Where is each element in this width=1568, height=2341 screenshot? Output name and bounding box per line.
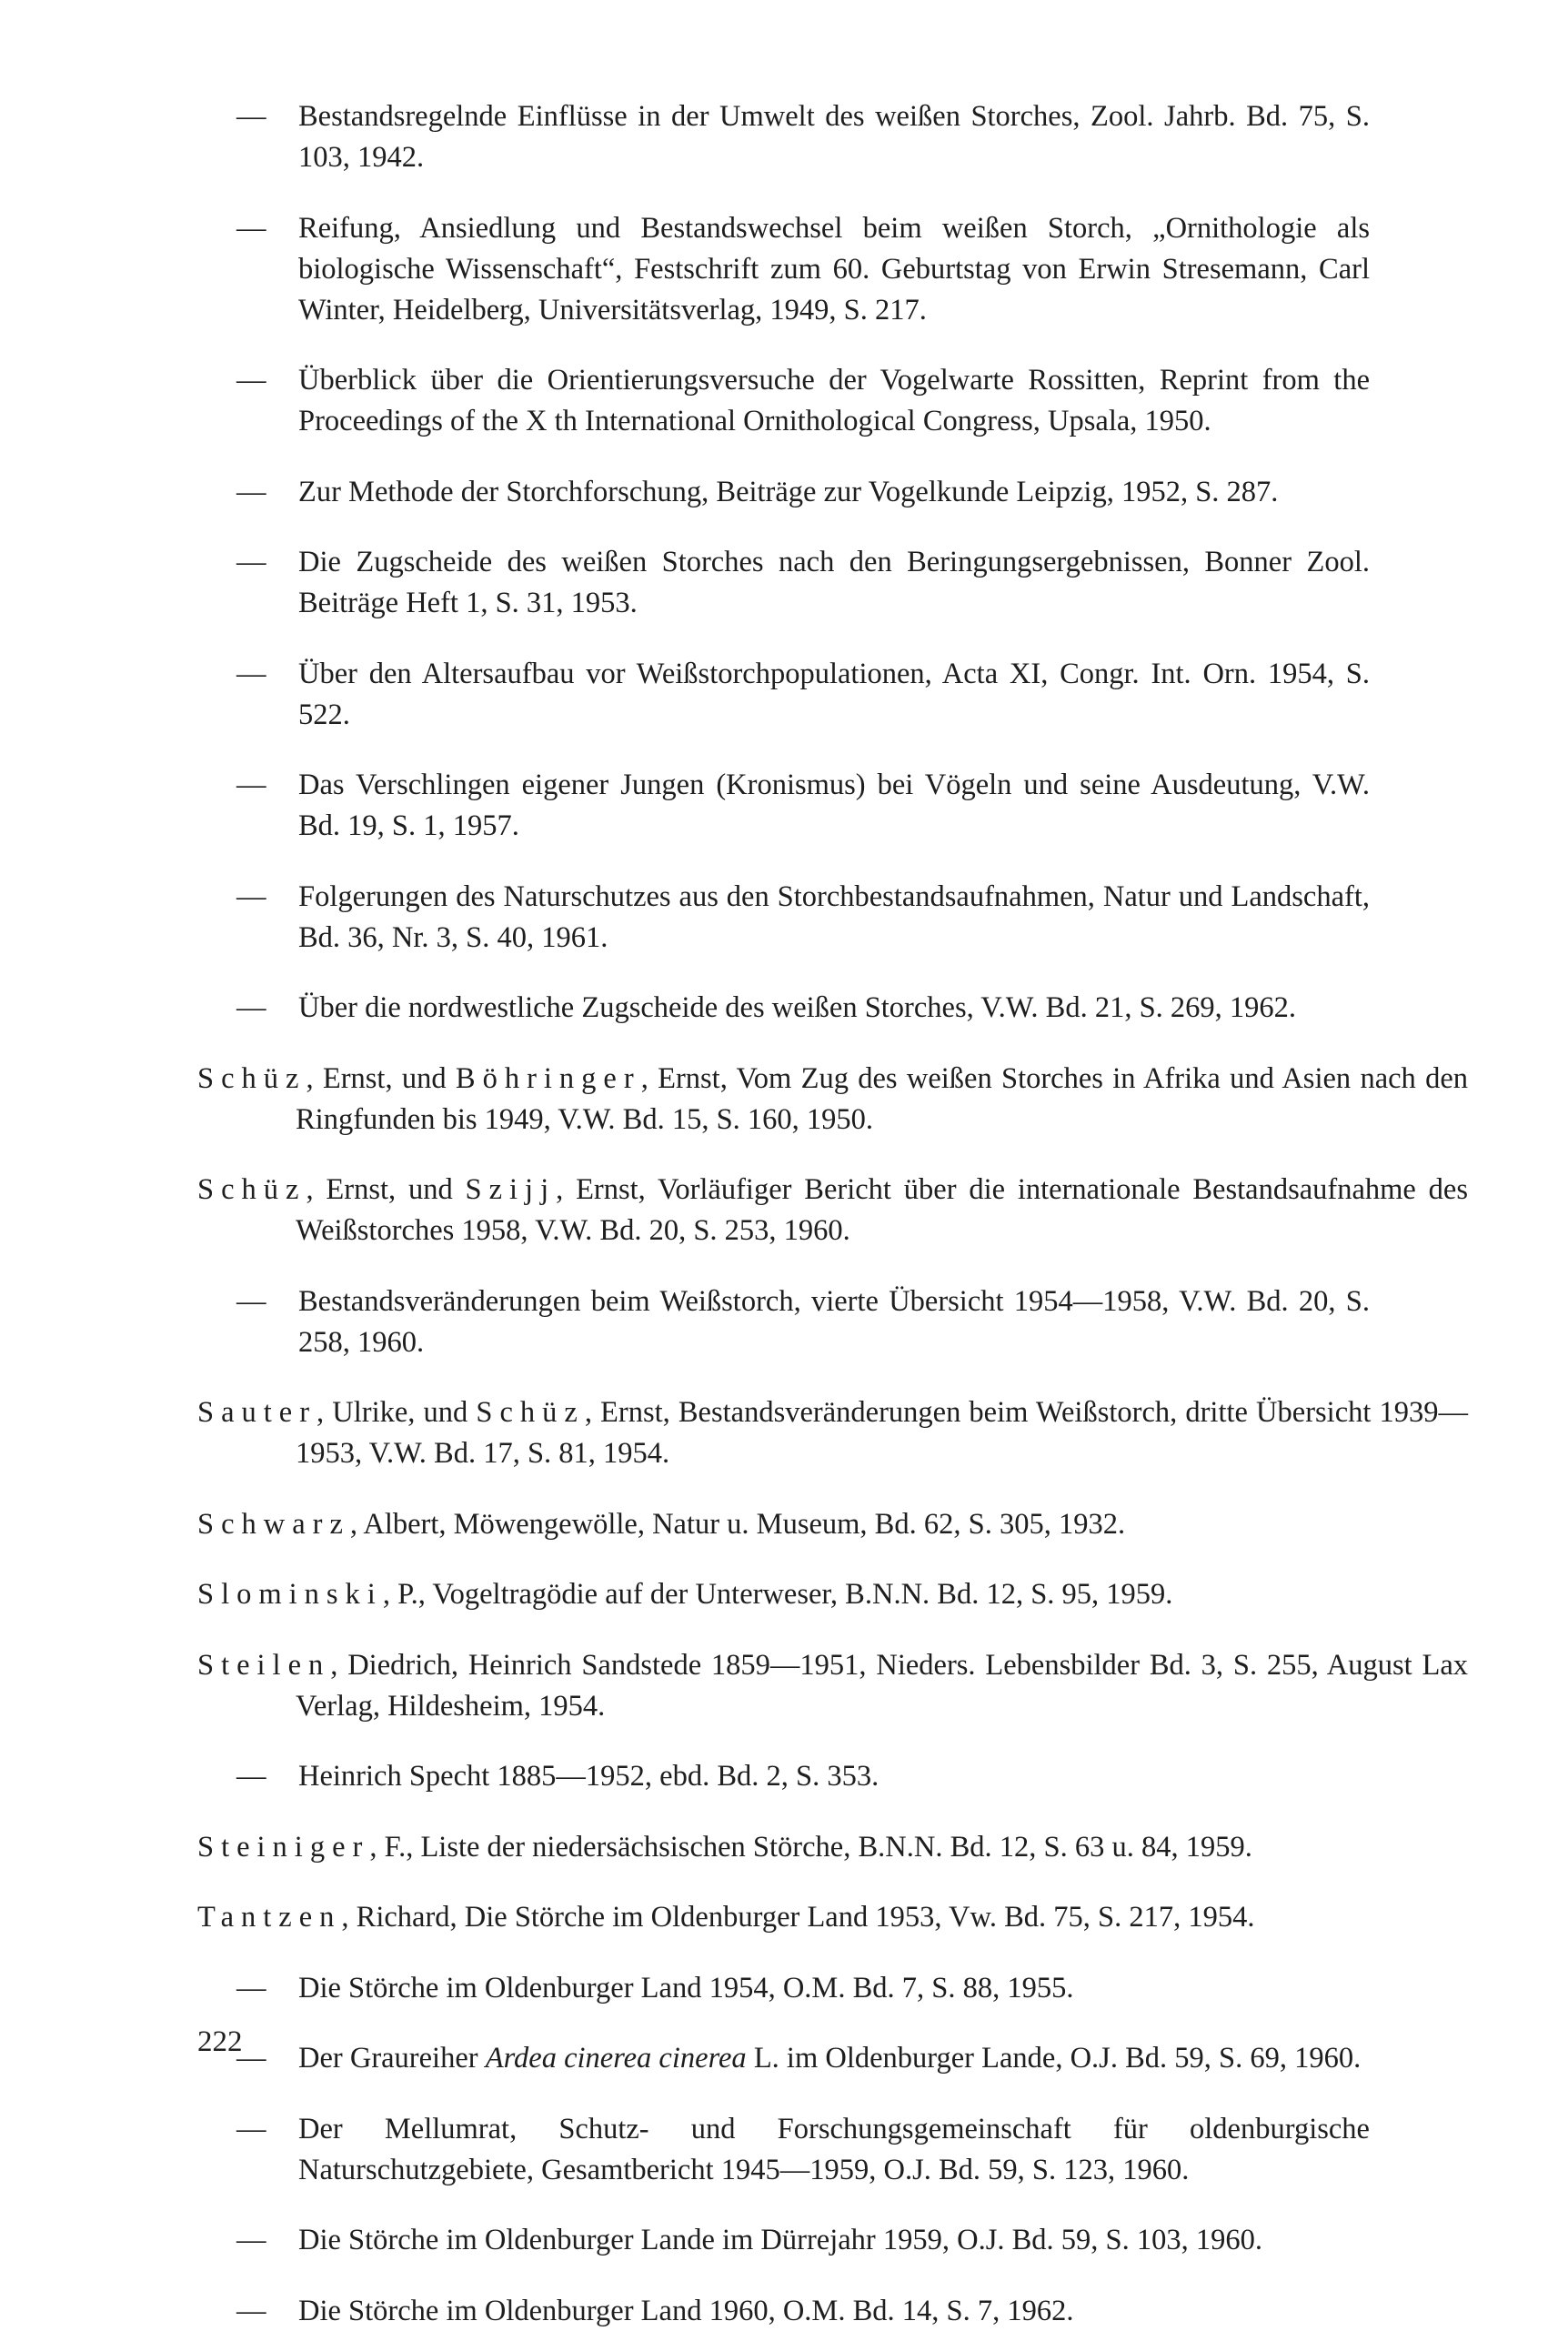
entry-text: L. im Oldenburger Lande, O.J. Bd. 59, S. 69, 1960.: [746, 2042, 1362, 2075]
repeat-author-dash: —: [236, 546, 266, 578]
author-name: Slominski: [197, 1578, 383, 1611]
repeat-author-dash: —: [236, 1971, 266, 2004]
entry-text: , Ernst, Bestandsveränderungen beim Weißstorch, dritte Übersicht 1939—1953, V.W. Bd. 17, S. 81, 1954.: [296, 1396, 1468, 1470]
entry-text: , Ernst, Vom Zug des weißen Storches in Afrika und Asien nach den Ringfunden bis 1949, V.W. Bd. 15, S. 160, 1950.: [296, 1061, 1468, 1136]
repeat-author-dash: —: [236, 364, 266, 397]
bibliography-subentry: [236, 2220, 1370, 2261]
repeat-author-dash: —: [236, 100, 266, 133]
page-number: 222: [197, 2025, 243, 2058]
bibliography-page: [0, 96, 1568, 2341]
entry-text: Bestandsregelnde Einflüsse in der Umwelt des weißen Storches, Zool. Jahrb. Bd. 75, S. 103, 1942.: [298, 100, 1370, 174]
entry-text: Die Störche im Oldenburger Land 1954, O.M. Bd. 7, S. 88, 1955.: [298, 1971, 1074, 2004]
author-name: Steilen: [197, 1648, 331, 1682]
repeat-author-dash: —: [236, 1760, 266, 1793]
author-name: Tantzen: [197, 1901, 342, 1934]
bibliography-entry: [197, 1827, 1468, 1868]
entry-text: , Ernst, und: [306, 1061, 456, 1095]
entry-text: Das Verschlingen eigener Jungen (Kronismus) bei Vögeln und seine Ausdeutung, V.W. Bd. 19, S. 1, 1957.: [298, 769, 1370, 842]
bibliography-entry: [197, 1170, 1468, 1251]
author-name: Böhringer: [455, 1061, 641, 1095]
entry-text: Zur Methode der Storchforschung, Beiträge zur Vogelkunde Leipzig, 1952, S. 287.: [298, 475, 1279, 508]
repeat-author-dash: —: [236, 2224, 266, 2256]
repeat-author-dash: —: [236, 2042, 266, 2075]
bibliography-subentry: [236, 208, 1370, 331]
repeat-author-dash: —: [236, 2294, 266, 2327]
bibliography-entry: [197, 1392, 1468, 1474]
bibliography-subentry: [236, 542, 1370, 624]
entry-text: Heinrich Specht 1885—1952, ebd. Bd. 2, S. 353.: [298, 1760, 879, 1793]
author-name: Schüz: [197, 1061, 307, 1095]
bibliography-subentry: [236, 1756, 1370, 1797]
repeat-author-dash: —: [236, 1284, 266, 1318]
author-name: Szijj: [465, 1173, 557, 1206]
bibliography-subentry: [236, 96, 1370, 178]
repeat-author-dash: —: [236, 991, 266, 1024]
entry-text: , F., Liste der niedersächsischen Störche, B.N.N. Bd. 12, S. 63 u. 84, 1959.: [369, 1830, 1252, 1864]
entry-text: , Diedrich, Heinrich Sandstede 1859—1951, Nieders. Lebensbilder Bd. 3, S. 255, August Lax Verlag, Hildesheim, 1954.: [296, 1648, 1468, 1723]
entry-text: Überblick über die Orientierungsversuche der Vogelwarte Rossitten, Reprint from the Proceedings of the X th International Ornithological Congress, Upsala, 1950.: [298, 364, 1370, 437]
entry-text: , Ernst, und: [306, 1173, 466, 1206]
entry-text: Bestandsveränderungen beim Weißstorch, vierte Übersicht 1954—1958, V.W. Bd. 20, S. 258, 1960.: [298, 1284, 1370, 1359]
entry-text: Folgerungen des Naturschutzes aus den Storchbestandsaufnahmen, Natur und Landschaft, Bd. 36, Nr. 3, S. 40, 1961.: [298, 879, 1370, 954]
repeat-author-dash: —: [236, 879, 266, 913]
entry-text: Der Mellumrat, Schutz- und Forschungsgemeinschaft für oldenburgische Naturschutzgebiete, Gesamtbericht 1945—1959, O.J. Bd. 59, S. 123, 1960.: [298, 2112, 1370, 2186]
bibliography-subentry: [236, 360, 1370, 442]
bibliography-entry: [197, 1059, 1468, 1140]
entry-text: Der Graureiher: [298, 2042, 486, 2075]
bibliography-subentry: [236, 2038, 1370, 2079]
author-name: Schüz: [197, 1173, 307, 1206]
author-name: Steiniger: [197, 1830, 370, 1864]
bibliography-subentry: [236, 2109, 1370, 2191]
bibliography-entry: [197, 1574, 1468, 1615]
author-name: Sauter: [197, 1396, 317, 1429]
bibliography-subentry: [236, 472, 1370, 513]
bibliography-entry: [197, 1897, 1468, 1938]
bibliography-subentry: [236, 2291, 1370, 2332]
author-name: Schwarz: [197, 1507, 350, 1541]
bibliography-subentry: [236, 1281, 1370, 1363]
species-name-italic: Ardea cinerea cinerea: [485, 2042, 747, 2075]
author-name: Schüz: [476, 1396, 585, 1429]
entry-text: Die Zugscheide des weißen Storches nach den Beringungsergebnissen, Bonner Zool. Beiträge Heft 1, S. 31, 1953.: [298, 546, 1370, 619]
bibliography-entry: [197, 1504, 1468, 1545]
repeat-author-dash: —: [236, 657, 266, 690]
bibliography-subentry: [236, 877, 1370, 959]
entry-text: , Albert, Möwengewölle, Natur u. Museum, Bd. 62, S. 305, 1932.: [349, 1507, 1126, 1541]
entry-text: Die Störche im Oldenburger Land 1960, O.M. Bd. 14, S. 7, 1962.: [298, 2294, 1074, 2327]
entry-text: Reifung, Ansiedlung und Bestandswechsel beim weißen Storch, „Ornithologie als biologische Wissenschaft“, Festschrift zum 60. Geburtstag von Erwin Stresemann, Carl Winter, Heidelberg, Universitätsverlag, 1949, S. 217.: [298, 211, 1370, 327]
repeat-author-dash: —: [236, 211, 266, 245]
entry-text: , P., Vogeltragödie auf der Unterweser, B.N.N. Bd. 12, S. 95, 1959.: [382, 1578, 1173, 1611]
entry-text: , Ernst, Vorläufiger Bericht über die internationale Bestandsaufnahme des Weißstorches 1958, V.W. Bd. 20, S. 253, 1960.: [296, 1173, 1468, 1247]
entry-text: Über den Altersaufbau vor Weißstorchpopulationen, Acta XI, Congr. Int. Orn. 1954, S. 522.: [298, 657, 1370, 731]
bibliography-subentry: [236, 988, 1370, 1029]
bibliography-entry: [197, 1645, 1468, 1727]
entry-text: Die Störche im Oldenburger Lande im Dürrejahr 1959, O.J. Bd. 59, S. 103, 1960.: [298, 2224, 1262, 2256]
repeat-author-dash: —: [236, 2112, 266, 2145]
entry-text: Über die nordwestliche Zugscheide des weißen Storches, V.W. Bd. 21, S. 269, 1962.: [298, 991, 1297, 1024]
entry-text: , Ulrike, und: [317, 1396, 477, 1429]
repeat-author-dash: —: [236, 475, 266, 508]
entry-text: , Richard, Die Störche im Oldenburger Land 1953, Vw. Bd. 75, S. 217, 1954.: [341, 1901, 1255, 1934]
bibliography-subentry: [236, 1968, 1370, 2009]
repeat-author-dash: —: [236, 769, 266, 801]
bibliography-subentry: [236, 765, 1370, 847]
bibliography-subentry: [236, 654, 1370, 736]
